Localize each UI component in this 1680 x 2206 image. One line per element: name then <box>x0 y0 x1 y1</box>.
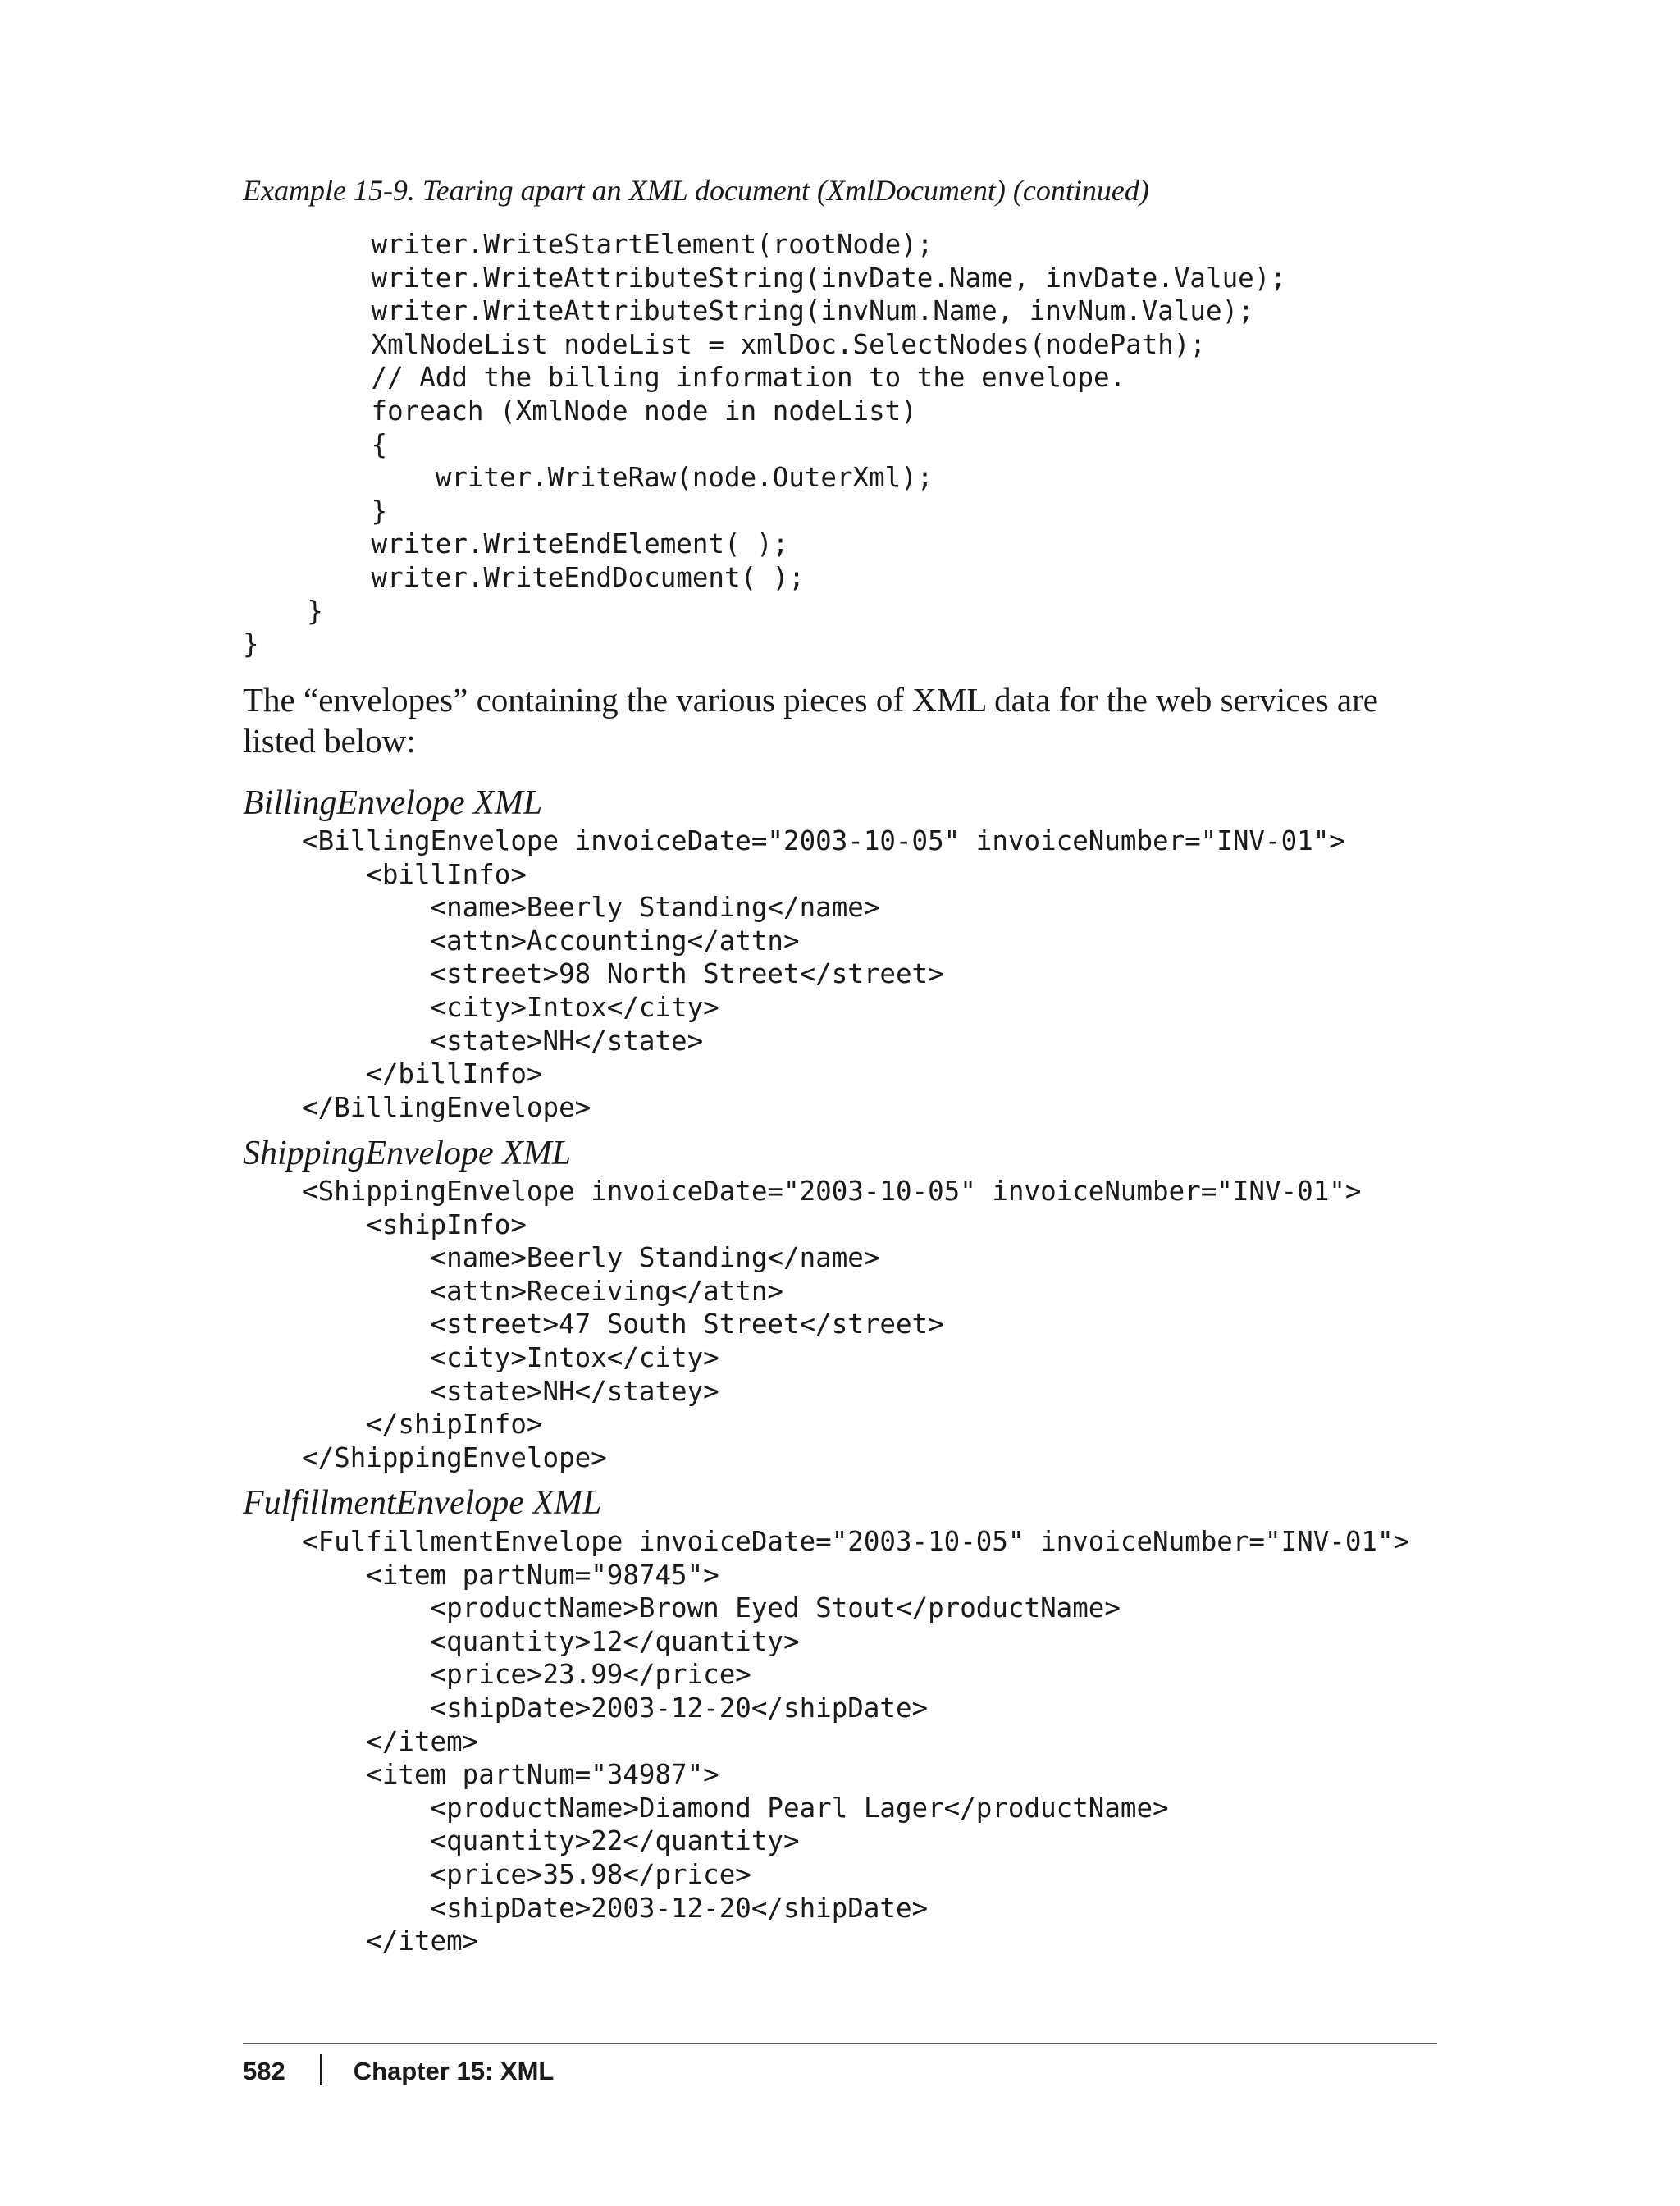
body-paragraph: The “envelopes” containing the various pieces of XML data for the web services are listed below: <box>243 681 1378 760</box>
footer-divider <box>243 2043 1437 2044</box>
shipping-envelope-xml: <ShippingEnvelope invoiceDate="2003-10-05" invoiceNumber="INV-01"> <shipInfo> <name>Beerly Standing</name> <attn>Receiving</attn> <street>47 South Street</street> <city>Intox</city> <state>NH</statey> </shipInfo> </ShippingEnvelope> <box>302 1176 1362 1473</box>
code-listing: writer.WriteStartElement(rootNode); writer.WriteAttributeString(invDate.Name, invDate.Value); writer.WriteAttributeString(invNum.Name, invNum.Value); XmlNodeList nodeList = xmlDoc.SelectNodes(nodePath); // Add the billing information to the envelope. foreach (XmlNode node in nodeList) { writer.WriteRaw(node.OuterXml); } writer.WriteEndElement( ); writer.WriteEndDocument( ); } } <box>243 229 1286 660</box>
fulfillment-envelope-heading: FulfillmentEnvelope XML <box>243 1484 602 1522</box>
footer-separator <box>320 2054 322 2085</box>
page-number: 582 <box>243 2057 285 2085</box>
chapter-title: Chapter 15: XML <box>353 2057 555 2085</box>
shipping-envelope-heading: ShippingEnvelope XML <box>243 1135 572 1172</box>
page-footer <box>243 2054 554 2088</box>
billing-envelope-heading: BillingEnvelope XML <box>243 784 543 822</box>
example-caption: Example 15-9. Tearing apart an XML document (XmlDocument) (continued) <box>243 174 1149 207</box>
fulfillment-envelope-xml: <FulfillmentEnvelope invoiceDate="2003-10-05" invoiceNumber="INV-01"> <item partNum="98745"> <productName>Brown Eyed Stout</productName> <quantity>12</quantity> <price>23.99</price> <shipDate>2003-12-20</shipDate> </item> <item partNum="34987"> <productName>Diamond Pearl Lager</productName> <quantity>22</quantity> <price>35.98</price> <shipDate>2003-12-20</shipDate> </item> <box>302 1526 1410 1957</box>
billing-envelope-xml: <BillingEnvelope invoiceDate="2003-10-05" invoiceNumber="INV-01"> <billInfo> <name>Beerly Standing</name> <attn>Accounting</attn> <street>98 North Street</street> <city>Intox</city> <state>NH</state> </billInfo> </BillingEnvelope> <box>302 825 1345 1123</box>
